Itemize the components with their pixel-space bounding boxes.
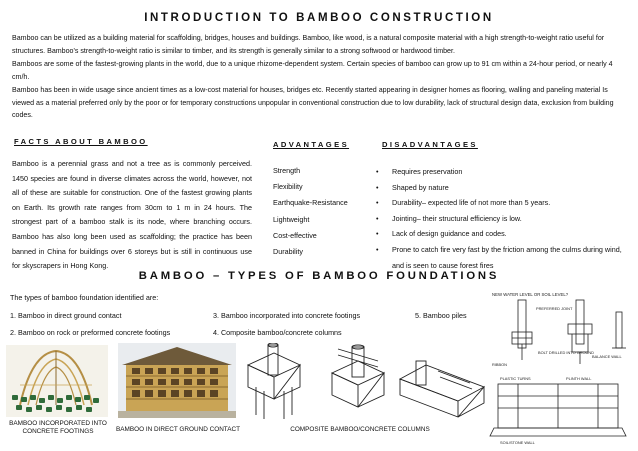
foundation-type: 5. Bamboo piles — [415, 311, 467, 320]
sketch-label: NEW WATER LEVEL OR SOIL LEVEL? — [492, 292, 569, 297]
foundation-sketch-image — [488, 288, 634, 448]
bullet-icon: • — [376, 182, 379, 192]
foundations-heading: BAMBOO – TYPES OF BAMBOO FOUNDATIONS — [138, 270, 500, 282]
sketch-label: RIBBON — [492, 362, 507, 367]
disadvantage-text: Shaped by nature — [392, 182, 449, 192]
disadvantage-item — [376, 211, 630, 227]
disadvantage-item — [376, 242, 630, 273]
caption-line: BAMBOO INCORPORATED INTO — [9, 420, 107, 427]
advantage-item: Cost-effective — [273, 230, 317, 240]
disadvantage-text: Durability– expected life of not more than 5 years. — [392, 198, 551, 208]
sketch-label: PLINTH WALL — [566, 376, 592, 381]
sketch-label: PREFERRED JOINT — [536, 306, 573, 311]
disadvantage-item — [376, 180, 630, 196]
advantage-item: Lightweight — [273, 214, 310, 224]
foundation-type: 1. Bamboo in direct ground contact — [10, 311, 122, 320]
foundation-type: 3. Bamboo incorporated into concrete footings — [213, 311, 361, 320]
bamboo-building-image — [118, 343, 236, 418]
advantages-list — [273, 166, 348, 263]
intro-paragraph: Bamboos are some of the fastest-growing plants in the world, due to a unique rhizome-dependent system. Certain species of bamboo can grow up to 91 cm within a 24-hour period, or nearly 4 cm/h. — [12, 59, 613, 81]
bullet-icon: • — [376, 198, 379, 208]
facts-heading: FACTS ABOUT BAMBOO — [14, 137, 148, 146]
bullet-icon: • — [376, 244, 379, 254]
facts-text: Bamboo is a perennial grass and not a tree as is commonly perceived. 1450 species are found in diverse climates across the world, however, not all of these are suitable for construction. One of the fastest growing plants on Earth. Its growth rate ranges from 30cm to 1 m in 24 hours. The strongest part of a bamboo stalk is its node, where branching occurs. Bamboo has also long been used as scaffolding; the practice has been banned in China for buildings over 6 storeys but is still in continuous use for skyscrapers in Hong Kong. — [12, 159, 252, 271]
advantage-item: Durability — [273, 246, 303, 256]
intro-text — [12, 32, 630, 122]
disadvantage-text: Lack of design guidance and codes. — [392, 229, 507, 239]
caption-building: BAMBOO IN DIRECT GROUND CONTACT — [115, 426, 241, 433]
advantage-item: Strength — [273, 166, 301, 175]
caption-line: CONCRETE FOOTINGS — [22, 428, 94, 436]
disadvantages-list — [376, 164, 630, 273]
sketch-label: SOIL/STONE WALL — [500, 440, 535, 445]
advantage-item: Flexibility — [273, 182, 303, 192]
caption-composite: COMPOSITE BAMBOO/CONCRETE COLUMNS — [290, 426, 430, 433]
foundation-type: 2. Bamboo on rock or preformed concrete footings — [10, 328, 171, 337]
advantage-item: Earthquake-Resistance — [273, 198, 348, 208]
bullet-icon: • — [376, 229, 379, 239]
pavilion-image — [6, 345, 108, 417]
disadvantage-text: Requires preservation — [392, 167, 463, 176]
sketch-label: PLASTIC TURNS — [500, 376, 531, 381]
caption-pavilion — [2, 420, 114, 436]
sketch-label: BALANCE WALL — [592, 354, 622, 359]
page-title: INTRODUCTION TO BAMBOO CONSTRUCTION — [144, 12, 494, 24]
advantages-heading: ADVANTAGES — [273, 140, 350, 149]
foundations-intro: The types of bamboo foundation identified are: — [10, 293, 159, 302]
intro-paragraph: Bamboo has been in wide usage since ancient times as a low-cost material for houses, bridges etc. Recently started appearing in designer homes as flooring, walling and paneling material Is viewed as a material preferred only by the poor or for temporary constructions unpopular in conventional construction due to low durability, lack of structural design data, exclusion from building codes. — [12, 85, 614, 120]
disadvantage-item — [376, 164, 630, 180]
disadvantage-text: Jointing– their structural efficiency is low. — [392, 213, 522, 223]
bullet-icon: • — [376, 213, 379, 223]
disadvantage-item — [376, 195, 630, 211]
composite-joints-image — [240, 343, 488, 423]
disadvantage-text: Prone to catch fire very fast by the friction among the culms during wind, and is seen to cause forest fires — [392, 244, 622, 270]
disadvantages-heading: DISADVANTAGES — [382, 140, 478, 149]
foundation-type: 4. Composite bamboo/concrete columns — [213, 328, 342, 337]
bullet-icon: • — [376, 167, 379, 176]
sketch-label: BOLT DRILLED INTO GROUND — [538, 350, 594, 355]
intro-paragraph: Bamboo can be utilized as a building material for scaffolding, bridges, houses and buildings. Bamboo, like wood, is a natural composite material with a high strength-to-weight ratio useful for structures. Bamboo's strength-to-weight ratio is similar to timber, and its strength is generally similar to a strong softwood or hardwood timber. — [12, 34, 605, 55]
disadvantage-item — [376, 226, 630, 242]
